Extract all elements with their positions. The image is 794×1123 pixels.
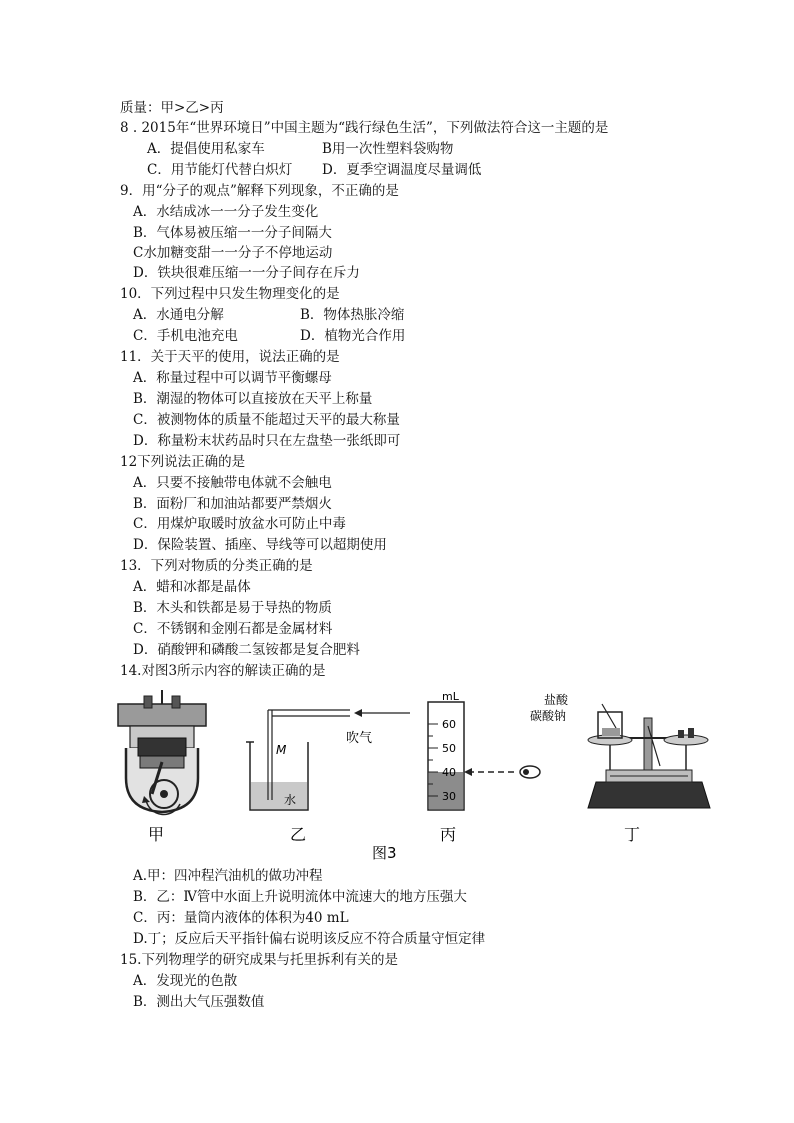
beaker-tube-diagram: [246, 709, 410, 810]
question-13-stem: 13．下列对物质的分类正确的是: [120, 558, 313, 574]
acid-label: 盐酸: [544, 693, 569, 707]
question-10-option-a: A．水通电分解: [133, 307, 224, 323]
question-12-option-a: A．只要不接触带电体就不会触电: [133, 475, 332, 491]
question-10-option-c: C．手机电池充电: [133, 328, 238, 344]
question-8-option-c: C．用节能灯代替白炽灯: [147, 162, 293, 178]
question-11-option-a: A．称量过程中可以调节平衡螺母: [133, 370, 332, 386]
question-8-option-d: D．夏季空调温度尽量调低: [322, 162, 482, 178]
question-15-stem: 15.下列物理学的研究成果与托里拆利有关的是: [120, 952, 398, 968]
cylinder-tick-40: 40: [442, 766, 456, 779]
engine-diagram: [118, 690, 206, 814]
question-14-stem: 14.对图3所示内容的解读正确的是: [120, 663, 326, 679]
question-13-option-d: D．硝酸钾和磷酸二氢铵都是复合肥料: [133, 642, 360, 658]
question-11-option-d: D．称量粉末状药品时只在左盘垫一张纸即可: [133, 433, 401, 449]
question-14-option-d: D.丁；反应后天平指针偏右说明该反应不符合质量守恒定律: [133, 931, 486, 947]
balance-diagram: [588, 704, 710, 808]
question-15-option-b: B．测出大气压强数值: [133, 994, 265, 1010]
panel-label-jia: 甲: [148, 825, 165, 844]
tube-label: M: [276, 743, 287, 757]
question-9-option-b: B．气体易被压缩一一分子间隔大: [133, 225, 332, 241]
question-14-option-c: C．丙：量筒内液体的体积为40 mL: [133, 910, 349, 926]
question-12-option-c: C．用煤炉取暖时放盆水可防止中毒: [133, 516, 346, 532]
cylinder-tick-60: 60: [442, 718, 456, 731]
question-9-option-d: D．铁块很难压缩一一分子间存在斥力: [133, 265, 360, 281]
question-9-option-c: C水加糖变甜一一分子不停地运动: [133, 245, 333, 261]
cylinder-tick-30: 30: [442, 790, 456, 803]
question-8-option-a: A．提倡使用私家车: [147, 141, 265, 157]
blow-label: 吹气: [346, 731, 373, 746]
question-13-option-c: C．不锈钢和金刚石都是金属材料: [133, 621, 333, 637]
figure-3: [110, 690, 720, 862]
question-9-option-a: A．水结成冰一一分子发生变化: [133, 204, 319, 220]
question-12-option-d: D．保险装置、插座、导线等可以超期使用: [133, 537, 387, 553]
question-9-stem: 9．用“分子的观点”解释下列现象，不正确的是: [120, 183, 399, 199]
panel-label-yi: 乙: [290, 825, 307, 844]
question-11-option-c: C．被测物体的质量不能超过天平的最大称量: [133, 412, 400, 428]
question-11-stem: 11．关于天平的使用，说法正确的是: [120, 349, 340, 365]
question-14-option-a: A.甲：四冲程汽油机的做功冲程: [133, 868, 323, 884]
question-8-option-b: B用一次性塑料袋购物: [322, 141, 454, 157]
question-14-option-b: B．乙：Ⅳ管中水面上升说明流体中流速大的地方压强大: [133, 889, 467, 905]
question-10-stem: 10．下列过程中只发生物理变化的是: [120, 286, 340, 302]
question-15-option-a: A．发现光的色散: [133, 973, 238, 989]
panel-label-ding: 丁: [624, 825, 641, 844]
question-11-option-b: B．潮湿的物体可以直接放在天平上称量: [133, 391, 373, 407]
question-12-option-b: B．面粉厂和加油站都要严禁烟火: [133, 496, 332, 512]
figure-caption: 图3: [372, 844, 397, 862]
cylinder-unit: mL: [442, 690, 459, 703]
question-10-option-b: B．物体热胀冷缩: [300, 307, 405, 323]
carbonate-label: 碳酸钠: [530, 709, 567, 723]
panel-label-bing: 丙: [440, 825, 457, 844]
cylinder-tick-50: 50: [442, 742, 456, 755]
question-13-option-b: B．木头和铁都是易于导热的物质: [133, 600, 332, 616]
question-8-stem: 8 . 2015年“世界环境日”中国主题为“践行绿色生活”，下列做法符合这一主题的是: [120, 120, 609, 136]
question-12-stem: 12下列说法正确的是: [120, 454, 246, 470]
question-13-option-a: A．蜡和冰都是晶体: [133, 579, 251, 595]
question-10-option-d: D．植物光合作用: [300, 328, 406, 344]
preface-line: 质量：甲>乙>丙: [120, 100, 224, 116]
water-label: 水: [284, 793, 297, 807]
